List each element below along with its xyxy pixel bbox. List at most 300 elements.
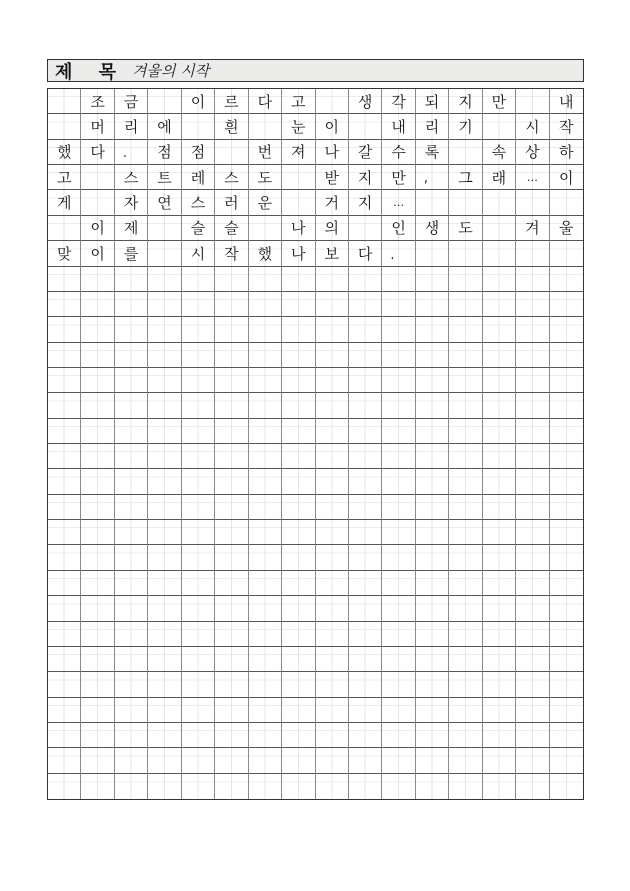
grid-cell: 거 xyxy=(316,190,349,215)
grid-cell xyxy=(316,723,349,748)
grid-cell: 하 xyxy=(550,140,583,165)
grid-cell xyxy=(483,672,516,697)
grid-cell xyxy=(483,267,516,292)
grid-cell xyxy=(249,419,282,444)
grid-cell xyxy=(215,292,248,317)
grid-cell xyxy=(249,343,282,368)
grid-cell xyxy=(48,216,81,241)
grid-cell: 생 xyxy=(349,89,382,114)
grid-cell xyxy=(416,571,449,596)
grid-cell xyxy=(550,368,583,393)
grid-cell: 운 xyxy=(249,190,282,215)
grid-cell xyxy=(182,368,215,393)
grid-cell: 지 xyxy=(349,165,382,190)
grid-cell xyxy=(249,571,282,596)
grid-cell xyxy=(48,89,81,114)
grid-cell xyxy=(215,596,248,621)
grid-cell xyxy=(483,723,516,748)
grid-cell: 맞 xyxy=(48,241,81,266)
grid-cell xyxy=(316,343,349,368)
grid-cell xyxy=(48,647,81,672)
grid-cell xyxy=(449,292,482,317)
grid-cell xyxy=(249,216,282,241)
grid-cell xyxy=(48,292,81,317)
grid-cell xyxy=(148,292,181,317)
grid-cell: 수 xyxy=(382,140,415,165)
grid-cell xyxy=(550,774,583,799)
grid-cell xyxy=(81,672,114,697)
grid-cell xyxy=(550,647,583,672)
grid-cell xyxy=(316,672,349,697)
grid-cell: 눈 xyxy=(282,114,315,139)
grid-cell xyxy=(483,647,516,672)
grid-cell: 점 xyxy=(148,140,181,165)
grid-cell xyxy=(81,165,114,190)
grid-cell xyxy=(148,444,181,469)
grid-cell xyxy=(382,622,415,647)
grid-cell: 인 xyxy=(382,216,415,241)
grid-cell: 만 xyxy=(382,165,415,190)
grid-cell xyxy=(349,774,382,799)
grid-cell xyxy=(382,647,415,672)
grid-cell: 를 xyxy=(115,241,148,266)
grid-cell: , xyxy=(416,165,449,190)
grid-cell xyxy=(516,343,549,368)
grid-cell xyxy=(316,571,349,596)
grid-cell: 나 xyxy=(282,216,315,241)
grid-cell: 했 xyxy=(249,241,282,266)
grid-cell xyxy=(516,571,549,596)
grid-cell: 고 xyxy=(48,165,81,190)
grid-cell xyxy=(449,723,482,748)
grid-cell xyxy=(215,444,248,469)
grid-cell xyxy=(316,698,349,723)
grid-cell: 그 xyxy=(449,165,482,190)
grid-cell xyxy=(550,748,583,773)
grid-cell xyxy=(215,469,248,494)
grid-cell xyxy=(81,571,114,596)
grid-cell xyxy=(382,444,415,469)
grid-cell xyxy=(182,571,215,596)
grid-cell: 보 xyxy=(316,241,349,266)
grid-cell: 흰 xyxy=(215,114,248,139)
grid-cell xyxy=(382,672,415,697)
grid-cell xyxy=(449,748,482,773)
grid-cell xyxy=(516,292,549,317)
grid-cell xyxy=(215,545,248,570)
grid-cell xyxy=(48,114,81,139)
grid-cell xyxy=(316,622,349,647)
grid-cell xyxy=(416,672,449,697)
grid-cell xyxy=(483,596,516,621)
grid-cell xyxy=(349,444,382,469)
grid-cell xyxy=(81,267,114,292)
grid-cell: … xyxy=(516,165,549,190)
grid-cell xyxy=(349,419,382,444)
grid-cell: 지 xyxy=(349,190,382,215)
grid-cell xyxy=(349,545,382,570)
grid-cell xyxy=(115,444,148,469)
grid-cell: 연 xyxy=(148,190,181,215)
grid-cell xyxy=(182,469,215,494)
grid-cell xyxy=(249,114,282,139)
grid-cell xyxy=(416,647,449,672)
grid-cell: 울 xyxy=(550,216,583,241)
grid-cell xyxy=(215,622,248,647)
grid-cell xyxy=(483,622,516,647)
grid-cell xyxy=(48,545,81,570)
grid-cell xyxy=(48,520,81,545)
grid-cell xyxy=(416,622,449,647)
grid-cell xyxy=(115,774,148,799)
grid-cell xyxy=(148,520,181,545)
grid-cell xyxy=(115,622,148,647)
grid-cell xyxy=(148,596,181,621)
grid-cell xyxy=(516,190,549,215)
grid-cell xyxy=(449,774,482,799)
grid-cell xyxy=(550,571,583,596)
grid-cell xyxy=(81,698,114,723)
grid-cell: 게 xyxy=(48,190,81,215)
grid-cell xyxy=(148,774,181,799)
grid-cell xyxy=(249,545,282,570)
grid-cell xyxy=(182,748,215,773)
grid-cell xyxy=(516,698,549,723)
grid-cell xyxy=(148,545,181,570)
grid-cell xyxy=(449,368,482,393)
grid-cell xyxy=(449,140,482,165)
grid-cell xyxy=(516,495,549,520)
grid-cell xyxy=(349,393,382,418)
grid-cell xyxy=(516,419,549,444)
grid-cell: 자 xyxy=(115,190,148,215)
grid-cell xyxy=(182,520,215,545)
grid-cell xyxy=(282,571,315,596)
grid-cell xyxy=(182,698,215,723)
grid-cell xyxy=(382,698,415,723)
grid-cell xyxy=(182,419,215,444)
grid-cell xyxy=(349,571,382,596)
grid-cell: 받 xyxy=(316,165,349,190)
grid-cell xyxy=(516,267,549,292)
grid-cell xyxy=(516,723,549,748)
grid-cell xyxy=(182,114,215,139)
grid-cell xyxy=(148,216,181,241)
grid-cell: 내 xyxy=(382,114,415,139)
grid-cell xyxy=(483,393,516,418)
grid-cell xyxy=(81,774,114,799)
grid-cell xyxy=(115,469,148,494)
grid-cell xyxy=(382,419,415,444)
grid-cell xyxy=(416,723,449,748)
grid-cell xyxy=(148,89,181,114)
grid-cell: 르 xyxy=(215,89,248,114)
grid-cell: 만 xyxy=(483,89,516,114)
grid-cell xyxy=(48,698,81,723)
grid-cell: 러 xyxy=(215,190,248,215)
grid-cell xyxy=(249,444,282,469)
grid-cell: 도 xyxy=(449,216,482,241)
grid-cell: 각 xyxy=(382,89,415,114)
grid-cell xyxy=(249,317,282,342)
grid-cell: 이 xyxy=(182,89,215,114)
grid-cell xyxy=(282,545,315,570)
grid-cell xyxy=(483,520,516,545)
grid-cell xyxy=(282,520,315,545)
grid-cell xyxy=(282,647,315,672)
grid-cell xyxy=(81,469,114,494)
grid-cell xyxy=(249,469,282,494)
grid-cell xyxy=(483,368,516,393)
grid-cell xyxy=(115,520,148,545)
grid-cell xyxy=(249,672,282,697)
grid-cell xyxy=(416,748,449,773)
grid-cell xyxy=(81,343,114,368)
grid-cell xyxy=(382,267,415,292)
grid-cell xyxy=(516,317,549,342)
grid-cell xyxy=(215,774,248,799)
grid-cell xyxy=(81,419,114,444)
grid-cell xyxy=(282,368,315,393)
grid-cell xyxy=(148,698,181,723)
grid-cell: 리 xyxy=(416,114,449,139)
grid-cell: 도 xyxy=(249,165,282,190)
grid-cell xyxy=(48,596,81,621)
grid-cell: 이 xyxy=(81,241,114,266)
grid-cell xyxy=(81,292,114,317)
grid-cell xyxy=(148,571,181,596)
grid-cell xyxy=(148,748,181,773)
grid-cell xyxy=(48,368,81,393)
grid-cell xyxy=(449,647,482,672)
grid-cell xyxy=(148,393,181,418)
grid-cell xyxy=(349,267,382,292)
grid-cell xyxy=(282,469,315,494)
grid-cell xyxy=(81,368,114,393)
grid-cell xyxy=(550,596,583,621)
grid-cell xyxy=(48,317,81,342)
grid-cell xyxy=(215,748,248,773)
grid-cell xyxy=(550,622,583,647)
grid-cell xyxy=(449,672,482,697)
grid-cell xyxy=(316,444,349,469)
grid-cell: 리 xyxy=(115,114,148,139)
grid-cell xyxy=(215,495,248,520)
grid-cell xyxy=(550,672,583,697)
grid-cell: 머 xyxy=(81,114,114,139)
grid-cell: 작 xyxy=(215,241,248,266)
grid-cell xyxy=(516,444,549,469)
grid-cell xyxy=(416,545,449,570)
grid-cell xyxy=(382,393,415,418)
grid-cell xyxy=(349,495,382,520)
grid-cell: 점 xyxy=(182,140,215,165)
grid-cell xyxy=(81,317,114,342)
grid-cell xyxy=(282,190,315,215)
grid-cell: 했 xyxy=(48,140,81,165)
grid-cell xyxy=(316,469,349,494)
grid-cell xyxy=(182,774,215,799)
grid-cell xyxy=(215,419,248,444)
title-box xyxy=(47,59,584,82)
grid-cell xyxy=(182,343,215,368)
grid-cell xyxy=(282,622,315,647)
grid-cell xyxy=(416,774,449,799)
grid-cell: 의 xyxy=(316,216,349,241)
grid-cell xyxy=(48,495,81,520)
grid-cell xyxy=(349,596,382,621)
grid-cell xyxy=(516,520,549,545)
grid-cell xyxy=(316,419,349,444)
grid-cell xyxy=(416,520,449,545)
grid-cell xyxy=(81,647,114,672)
grid-cell xyxy=(382,748,415,773)
grid-cell xyxy=(516,748,549,773)
grid-cell xyxy=(115,748,148,773)
grid-cell xyxy=(516,672,549,697)
grid-cell xyxy=(382,495,415,520)
grid-cell xyxy=(416,444,449,469)
grid-cell xyxy=(81,444,114,469)
grid-cell xyxy=(483,444,516,469)
grid-cell xyxy=(182,596,215,621)
grid-cell: 기 xyxy=(449,114,482,139)
grid-cell xyxy=(516,469,549,494)
grid-cell xyxy=(282,495,315,520)
grid-cell xyxy=(483,241,516,266)
grid-cell: 래 xyxy=(483,165,516,190)
grid-cell xyxy=(48,393,81,418)
grid-cell xyxy=(115,545,148,570)
grid-cell xyxy=(48,748,81,773)
grid-cell xyxy=(316,748,349,773)
grid-cell: 되 xyxy=(416,89,449,114)
grid-cell: 슬 xyxy=(215,216,248,241)
grid-cell xyxy=(115,292,148,317)
grid-cell xyxy=(416,190,449,215)
grid-cell xyxy=(382,292,415,317)
grid-cell xyxy=(115,698,148,723)
grid-cell xyxy=(483,114,516,139)
title-value: 겨울의 시작 xyxy=(132,62,210,80)
grid-cell xyxy=(316,647,349,672)
grid-cell xyxy=(249,774,282,799)
grid-cell xyxy=(249,596,282,621)
grid-cell xyxy=(282,419,315,444)
grid-cell xyxy=(115,317,148,342)
grid-cell xyxy=(115,419,148,444)
grid-cell xyxy=(182,292,215,317)
grid-cell xyxy=(449,596,482,621)
grid-cell xyxy=(449,444,482,469)
grid-cell xyxy=(182,647,215,672)
grid-cell xyxy=(516,647,549,672)
grid-cell xyxy=(282,267,315,292)
grid-cell xyxy=(550,393,583,418)
grid-cell xyxy=(349,672,382,697)
grid-cell xyxy=(316,292,349,317)
grid-cell: 작 xyxy=(550,114,583,139)
grid-cell xyxy=(449,419,482,444)
grid-cell xyxy=(81,622,114,647)
grid-cell xyxy=(148,723,181,748)
grid-cell xyxy=(115,267,148,292)
grid-cell: 이 xyxy=(550,165,583,190)
grid-cell xyxy=(349,520,382,545)
grid-cell: 겨 xyxy=(516,216,549,241)
grid-cell xyxy=(316,774,349,799)
grid-cell: 다 xyxy=(81,140,114,165)
grid-cell: 다 xyxy=(249,89,282,114)
grid-cell xyxy=(516,393,549,418)
grid-cell xyxy=(349,469,382,494)
grid-cell xyxy=(48,774,81,799)
grid-cell xyxy=(550,267,583,292)
grid-cell xyxy=(282,596,315,621)
grid-cell xyxy=(249,748,282,773)
grid-cell: 다 xyxy=(349,241,382,266)
grid-cell xyxy=(416,698,449,723)
grid-cell xyxy=(215,267,248,292)
grid-cell xyxy=(516,241,549,266)
grid-cell xyxy=(382,774,415,799)
grid-cell xyxy=(382,520,415,545)
grid-cell xyxy=(115,343,148,368)
grid-cell xyxy=(182,622,215,647)
grid-cell xyxy=(215,368,248,393)
grid-cell xyxy=(349,292,382,317)
grid-cell xyxy=(550,190,583,215)
grid-cell xyxy=(483,545,516,570)
grid-cell xyxy=(249,292,282,317)
grid-cell xyxy=(416,267,449,292)
grid-cell xyxy=(483,698,516,723)
grid-cell: 져 xyxy=(282,140,315,165)
grid-cell xyxy=(382,571,415,596)
grid-cell xyxy=(483,571,516,596)
grid-cell xyxy=(416,292,449,317)
grid-cell xyxy=(349,647,382,672)
grid-cell xyxy=(81,495,114,520)
grid-cell xyxy=(316,368,349,393)
grid-cell xyxy=(115,368,148,393)
grid-cell xyxy=(115,647,148,672)
grid-cell xyxy=(148,672,181,697)
grid-cell xyxy=(282,292,315,317)
grid-cell xyxy=(316,317,349,342)
grid-cell xyxy=(249,647,282,672)
grid-cell xyxy=(483,419,516,444)
grid-cell xyxy=(81,545,114,570)
grid-cell xyxy=(316,393,349,418)
grid-cell xyxy=(550,698,583,723)
grid-cell: 조 xyxy=(81,89,114,114)
grid-cell xyxy=(148,368,181,393)
grid-cell: 갈 xyxy=(349,140,382,165)
grid-cell xyxy=(449,469,482,494)
grid-cell xyxy=(516,368,549,393)
grid-cell xyxy=(483,190,516,215)
grid-cell xyxy=(449,698,482,723)
grid-cell xyxy=(215,393,248,418)
grid-cell xyxy=(215,520,248,545)
grid-cell xyxy=(449,571,482,596)
grid-cell xyxy=(483,469,516,494)
grid-cell xyxy=(550,545,583,570)
grid-cell: 내 xyxy=(550,89,583,114)
grid-cell xyxy=(483,292,516,317)
grid-cell xyxy=(81,393,114,418)
